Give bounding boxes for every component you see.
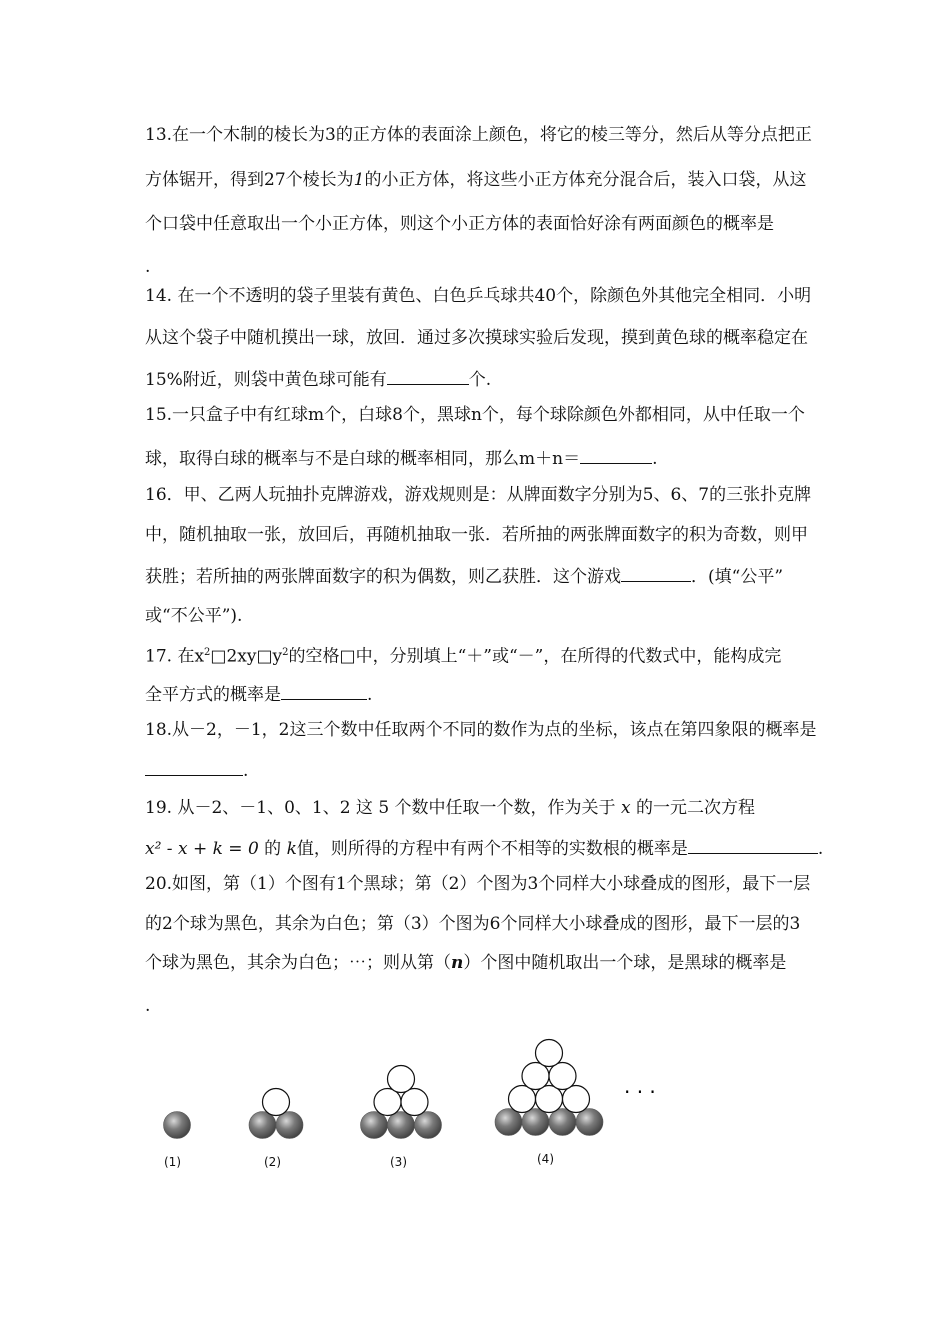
black-ball-fig2 [276,1112,303,1139]
black-ball-fig2 [249,1112,276,1139]
black-ball-fig1 [164,1112,191,1139]
white-ball-fig4 [522,1063,549,1090]
black-ball-fig3 [361,1112,388,1139]
q19-line-2: x² - x + k = 0 的 k值，则所得的方程中有两个不相等的实数根的概率是 . [145,839,824,859]
equation: x² - x + k = 0 [145,839,259,859]
q16-line-3: 获胜；若所抽的两张牌面数字的积为偶数，则乙获胜．这个游戏 ．(填“公平” [145,567,784,587]
white-ball-fig3 [388,1066,415,1093]
q16-line-1: 16．甲、乙两人玩抽扑克牌游戏，游戏规则是：从牌面数字分别为5、6、7的三张扑克牌 [145,485,812,505]
q15-line-1: 15.一只盒子中有红球m个，白球8个，黑球n个，每个球除颜色外都相同，从中任取一个 [145,405,805,425]
caption-2: (2) [264,1155,281,1169]
black-ball-fig3 [388,1112,415,1139]
black-ball-fig4 [549,1109,576,1136]
caption-3: (3) [390,1155,407,1169]
black-ball-fig4 [495,1109,522,1136]
q17-line-2: 全平方式的概率是 . [145,685,373,705]
white-ball-fig4 [536,1040,563,1067]
q13-line-3: 个口袋中任意取出一个小正方体，则这个小正方体的表面恰好涂有两面颜色的概率是 [145,214,774,234]
q14-line-2: 从这个袋子中随机摸出一球，放回．通过多次摸球实验后发现，摸到黄色球的概率稳定在 [145,328,808,348]
caption-4: (4) [537,1152,554,1166]
q20-line-1: 20.如图，第（1）个图有1个黑球；第（2）个图为3个同样大小球叠成的图形，最下一层 [145,874,811,894]
white-ball-fig2 [263,1089,290,1116]
white-ball-fig4 [536,1086,563,1113]
q19-line-1: 19. 从－2、－1、0、1、2 这 5 个数中任取一个数，作为关于 x 的一元二次方程 [145,798,755,818]
q16-line-4: 或“不公平”). [145,606,243,626]
white-ball-fig4 [509,1086,536,1113]
q14-line-1: 14. 在一个不透明的袋子里装有黄色、白色乒乓球共40个，除颜色外其他完全相同．小明 [145,286,812,306]
q20-line-3: 个球为黑色，其余为白色；⋯；则从第（n）个图中随机取出一个球，是黑球的概率是 [145,953,787,973]
q18-line-2: . [145,759,248,782]
q17-line-1: 17. 在$x^2□2xy□y^2$的空格□中，分别填上“＋”或“－”，在所得的代数式中，能构成完 [145,646,782,667]
q15-line-2: 球，取得白球的概率与不是白球的概率相同，那么m＋n＝ . [145,449,658,469]
q13-line-1: 13.在一个木制的棱长为3的正方体的表面涂上颜色，将它的棱三等分，然后从等分点把正 [145,125,812,145]
q13-line-4: . [145,257,151,277]
q20-line-4: . [145,996,151,1016]
q13-line-2: 方体锯开，得到27个棱长为1的小正方体，将这些小正方体充分混合后，装入口袋，从这 [145,170,807,190]
ellipsis: · · · [624,1080,656,1104]
q14-line-3: 15%附近，则袋中黄色球可能有 个. [145,370,492,390]
black-ball-fig4 [522,1109,549,1136]
caption-1: (1) [164,1155,181,1169]
black-ball-fig3 [415,1112,442,1139]
q16-line-2: 中，随机抽取一张，放回后，再随机抽取一张．若所抽的两张牌面数字的积为奇数，则甲 [145,525,808,545]
black-ball-fig4 [576,1109,603,1136]
q20-line-2: 的2个球为黑色，其余为白色；第（3）个图为6个同样大小球叠成的图形，最下一层的3 [145,914,801,934]
white-ball-fig4 [549,1063,576,1090]
q18-line-1: 18.从－2，－1，2这三个数中任取两个不同的数作为点的坐标，该点在第四象限的概率是 [145,720,817,740]
white-ball-fig3 [401,1089,428,1116]
white-ball-fig4 [563,1086,590,1113]
white-ball-fig3 [374,1089,401,1116]
